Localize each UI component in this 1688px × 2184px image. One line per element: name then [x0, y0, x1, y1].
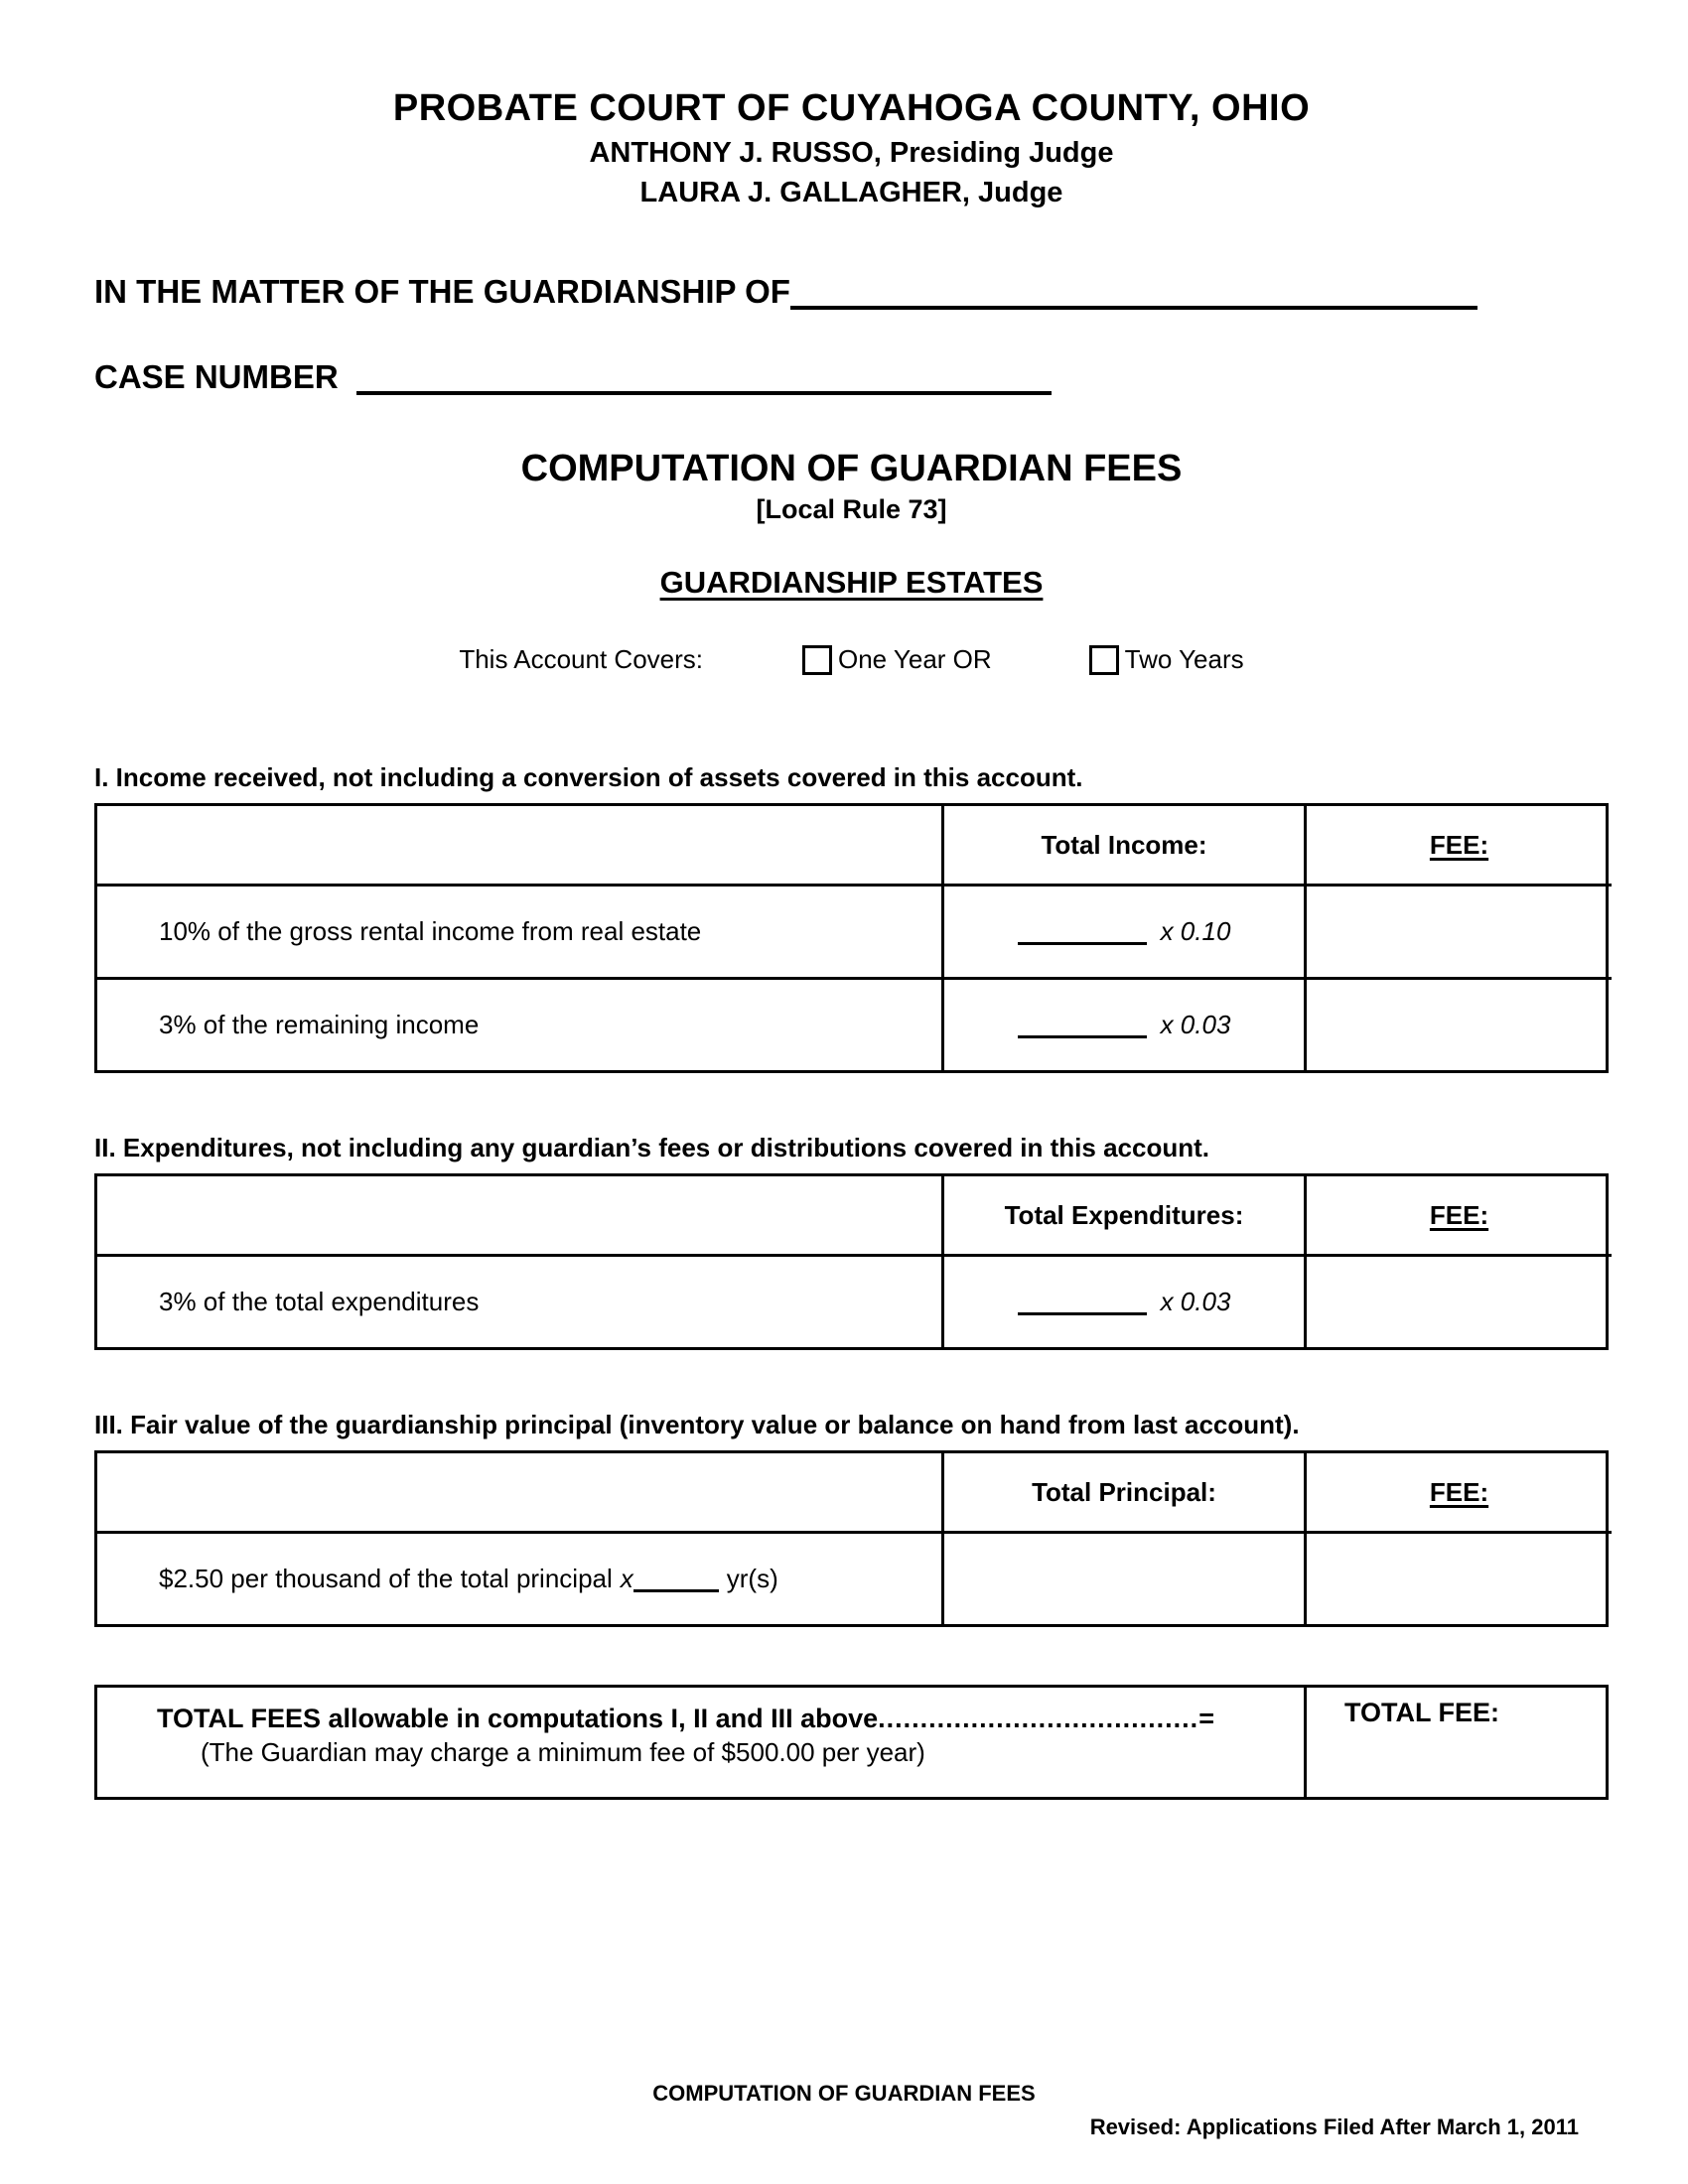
account-covers-label: This Account Covers:	[459, 644, 703, 674]
minimum-fee-note: (The Guardian may charge a minimum fee of $500.00 per year)	[201, 1737, 925, 1767]
case-number-line	[94, 358, 1609, 396]
expenditures-fee-cell[interactable]	[1304, 1254, 1612, 1347]
principal-label-suffix: yr(s)	[726, 1564, 778, 1593]
remaining-income-multiplier: x 0.03	[1160, 1010, 1231, 1039]
case-number-field[interactable]	[356, 362, 1052, 395]
row-label-remaining-income: 3% of the remaining income	[97, 977, 941, 1070]
form-subtitle: GUARDIANSHIP ESTATES	[659, 565, 1044, 600]
two-years-checkbox[interactable]	[1089, 645, 1119, 675]
remaining-income-fee-cell[interactable]	[1304, 977, 1612, 1070]
row-label-total-expenditures: 3% of the total expenditures	[97, 1254, 941, 1347]
matter-of-label: IN THE MATTER OF THE GUARDIANSHIP OF	[94, 273, 790, 310]
remaining-income-field[interactable]	[1018, 1013, 1147, 1038]
principal-amount-cell[interactable]	[941, 1531, 1304, 1624]
fee-header: FEE:	[1429, 1476, 1489, 1507]
fee-header: FEE:	[1429, 1199, 1489, 1230]
judge-line: LAURA J. GALLAGHER, Judge	[639, 177, 1063, 208]
total-fee-header: TOTAL FEE:	[1344, 1698, 1500, 1727]
income-table-header-empty	[97, 806, 941, 884]
section-3-heading: III. Fair value of the guardianship principal (inventory value or balance on hand from last account).	[94, 1410, 1300, 1439]
leader-dots: ......................................	[878, 1704, 1199, 1733]
total-fees-left-cell	[97, 1688, 1304, 1797]
local-rule: [Local Rule 73]	[756, 494, 947, 524]
principal-table	[94, 1450, 1609, 1627]
expenditures-amount-cell	[941, 1254, 1304, 1347]
two-years-label: Two Years	[1124, 644, 1244, 674]
total-fees-box	[94, 1685, 1609, 1800]
section-1-heading: I. Income received, not including a conversion of assets covered in this account.	[94, 762, 1083, 792]
court-title: PROBATE COURT OF CUYAHOGA COUNTY, OHIO	[392, 87, 1311, 129]
matter-line	[94, 273, 1609, 311]
account-covers-row	[94, 644, 1609, 675]
footer-title: COMPUTATION OF GUARDIAN FEES	[652, 2081, 1036, 2106]
expenditures-field[interactable]	[1018, 1290, 1147, 1315]
principal-table-header-empty	[97, 1453, 941, 1531]
expenditures-multiplier: x 0.03	[1160, 1287, 1231, 1316]
section-2-heading: II. Expenditures, not including any guardian’s fees or distributions covered in this account.	[94, 1133, 1209, 1162]
fee-header: FEE:	[1429, 829, 1489, 860]
expenditures-table-header-empty	[97, 1176, 941, 1254]
rental-income-field[interactable]	[1018, 919, 1147, 945]
total-fee-cell[interactable]	[1304, 1688, 1612, 1797]
guardianship-name-field[interactable]	[790, 277, 1477, 310]
court-header	[94, 87, 1609, 209]
rental-income-multiplier: x 0.10	[1160, 916, 1231, 946]
income-table	[94, 803, 1609, 1073]
presiding-judge-line: ANTHONY J. RUSSO, Presiding Judge	[589, 137, 1114, 169]
case-number-label: CASE NUMBER	[94, 358, 339, 395]
form-title: COMPUTATION OF GUARDIAN FEES	[520, 448, 1183, 489]
total-fees-line: TOTAL FEES allowable in computations I, II and III above	[157, 1704, 879, 1733]
one-year-checkbox[interactable]	[802, 645, 832, 675]
row-label-principal	[97, 1531, 941, 1624]
total-expenditures-header: Total Expenditures:	[941, 1176, 1304, 1254]
principal-fee-cell[interactable]	[1304, 1531, 1612, 1624]
rental-income-fee-cell[interactable]	[1304, 884, 1612, 977]
total-principal-header: Total Principal:	[941, 1453, 1304, 1531]
one-year-label: One Year OR	[838, 644, 992, 674]
expenditures-table	[94, 1173, 1609, 1350]
total-income-header: Total Income:	[941, 806, 1304, 884]
footer-revised: Revised: Applications Filed After March 1, 2011	[1089, 2115, 1579, 2139]
principal-years-field[interactable]	[633, 1567, 719, 1592]
row-label-rental-income: 10% of the gross rental income from real estate	[97, 884, 941, 977]
rental-income-amount-cell	[941, 884, 1304, 977]
equals-sign: =	[1198, 1704, 1214, 1733]
remaining-income-amount-cell	[941, 977, 1304, 1070]
principal-x: x	[620, 1564, 633, 1593]
principal-label-prefix: $2.50 per thousand of the total principal	[159, 1564, 613, 1593]
